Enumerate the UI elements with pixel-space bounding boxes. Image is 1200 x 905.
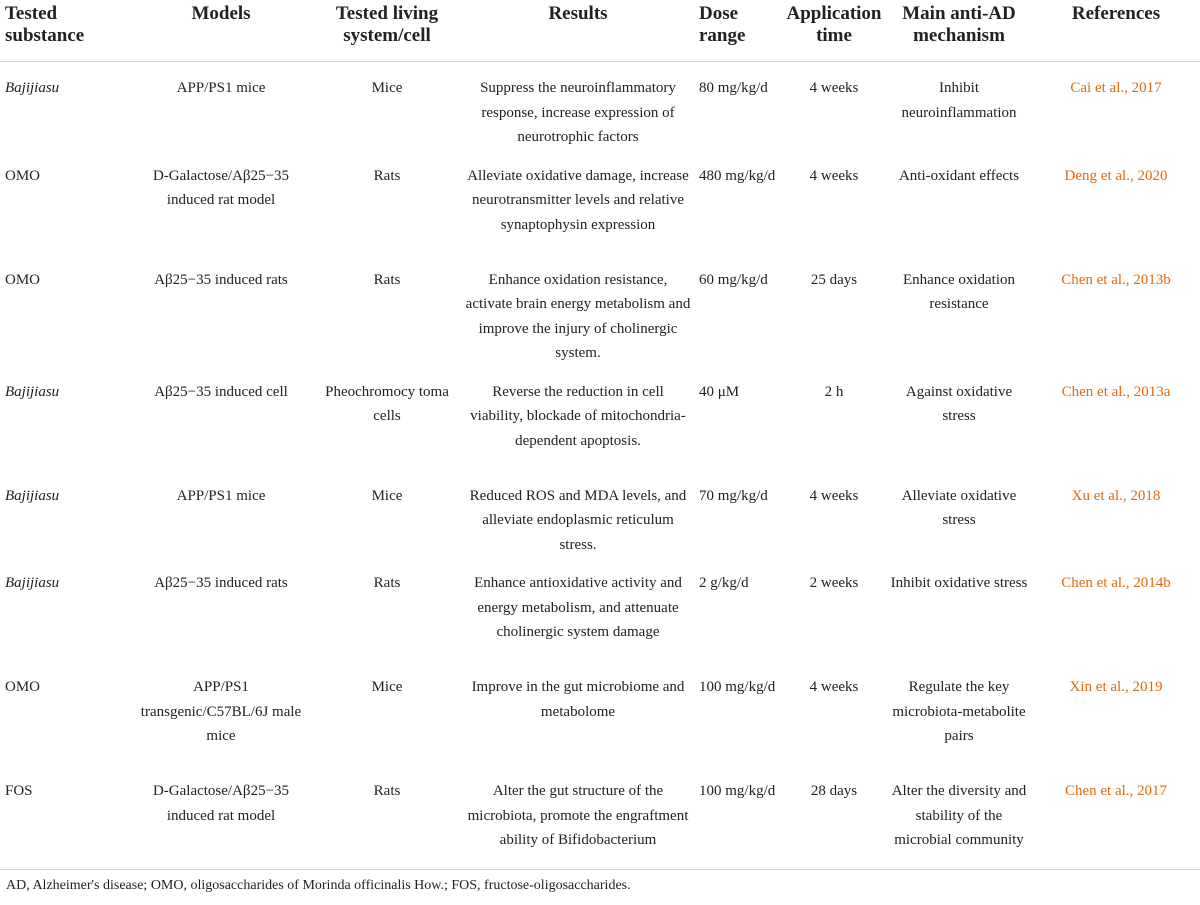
cell-dose-range-text: 70 mg/kg/d	[699, 487, 768, 504]
cell-dose-range	[696, 62, 782, 150]
cell-living-system	[314, 765, 460, 869]
cell-dose-range	[696, 366, 782, 470]
cell-model-text: APP/PS1 transgenic/C57BL/6J male mice	[140, 679, 302, 744]
cell-results-text: Improve in the gut microbiome and metabolome	[471, 679, 685, 720]
cell-living-system	[314, 661, 460, 765]
cell-results-text: Alleviate oxidative damage, increase neurotransmitter levels and relative synaptophysin expression	[467, 167, 689, 233]
cell-application-time	[782, 150, 886, 254]
cell-results-text: Reduced ROS and MDA levels, and alleviate endoplasmic reticulum stress.	[469, 487, 687, 553]
cell-tested-substance	[0, 557, 128, 661]
header-tested-substance: Tested substance	[5, 3, 85, 46]
table-row	[0, 557, 1200, 661]
cell-dose-range	[696, 765, 782, 869]
cell-mechanism-text: Alleviate oxidative stress	[901, 487, 1017, 528]
cell-model-text: APP/PS1 mice	[176, 487, 266, 504]
cell-results	[460, 765, 696, 869]
cell-dose-range-text: 100 mg/kg/d	[699, 783, 776, 799]
cell-mechanism-text: Regulate the key microbiota-metabolite pairs	[892, 679, 1026, 744]
cell-results	[460, 62, 696, 150]
reference-author-link[interactable]: Chen et al.,	[1061, 271, 1130, 288]
header-models: Models	[191, 3, 251, 24]
cell-tested-substance	[0, 254, 128, 366]
cell-application-time-text: 4 weeks	[809, 80, 859, 96]
cell-living-system-text: Mice	[371, 679, 403, 695]
cell-application-time	[782, 557, 886, 661]
cell-model	[128, 62, 314, 150]
cell-results-text: Suppress the neuroinflammatory response, increase expression of neurotrophic factors	[480, 80, 676, 145]
cell-application-time	[782, 661, 886, 765]
cell-mechanism	[886, 661, 1032, 765]
cell-results	[460, 254, 696, 366]
table-row	[0, 470, 1200, 558]
cell-tested-substance-text: FOS	[5, 783, 33, 799]
cell-tested-substance	[0, 150, 128, 254]
cell-tested-substance	[0, 765, 128, 869]
cell-living-system	[314, 470, 460, 558]
cell-application-time-text: 25 days	[810, 271, 858, 288]
cell-mechanism-text: Against oxidative stress	[905, 383, 1013, 424]
cell-results	[460, 366, 696, 470]
cell-living-system-text: Pheochromocy toma cells	[325, 383, 449, 424]
reference-year-link[interactable]: 2014b	[1133, 575, 1171, 591]
reference-year-link[interactable]: 2013b	[1133, 271, 1171, 288]
cell-living-system-text: Rats	[373, 783, 401, 799]
cell-tested-substance-text: OMO	[5, 679, 41, 695]
cell-application-time	[782, 366, 886, 470]
cell-living-system	[314, 254, 460, 366]
table-body	[0, 62, 1200, 870]
cell-tested-substance-text: Bajijiasu	[5, 575, 60, 591]
reference-author-link[interactable]: Xu et al.,	[1071, 487, 1127, 504]
reference-year-link[interactable]: 2020	[1137, 167, 1168, 184]
cell-application-time	[782, 254, 886, 366]
cell-results-text: Enhance antioxidative activity and energy metabolism, and attenuate cholinergic system damage	[474, 575, 682, 640]
cell-reference[interactable]	[1032, 150, 1200, 254]
cell-dose-range-text: 40 μM	[699, 383, 740, 400]
cell-application-time	[782, 765, 886, 869]
cell-tested-substance-text: Bajijiasu	[5, 487, 60, 504]
cell-application-time-text: 28 days	[810, 783, 858, 799]
cell-reference[interactable]	[1032, 557, 1200, 661]
reference-year-link[interactable]: 2019	[1132, 679, 1163, 695]
cell-model	[128, 150, 314, 254]
cell-dose-range	[696, 254, 782, 366]
cell-mechanism-text: Inhibit neuroinflammation	[901, 80, 1017, 121]
cell-tested-substance	[0, 62, 128, 150]
cell-mechanism	[886, 62, 1032, 150]
cell-reference[interactable]	[1032, 765, 1200, 869]
cell-tested-substance	[0, 470, 128, 558]
cell-dose-range-text: 100 mg/kg/d	[699, 679, 776, 695]
table-row	[0, 62, 1200, 150]
cell-model-text: D-Galactose/Aβ25−35 induced rat model	[152, 783, 290, 824]
cell-dose-range	[696, 661, 782, 765]
table-row	[0, 366, 1200, 470]
cell-living-system	[314, 62, 460, 150]
cell-mechanism	[886, 366, 1032, 470]
cell-application-time-text: 2 weeks	[809, 575, 859, 591]
cell-model	[128, 254, 314, 366]
reference-year-link[interactable]: 2017	[1131, 80, 1162, 96]
cell-mechanism	[886, 470, 1032, 558]
cell-living-system	[314, 150, 460, 254]
cell-reference[interactable]	[1032, 254, 1200, 366]
cell-mechanism	[886, 557, 1032, 661]
cell-dose-range-text: 80 mg/kg/d	[699, 80, 768, 96]
cell-dose-range-text: 2 g/kg/d	[699, 575, 749, 591]
cell-reference[interactable]	[1032, 366, 1200, 470]
header-references: References	[1071, 3, 1161, 24]
cell-model-text: Aβ25−35 induced rats	[154, 575, 288, 591]
reference-author-link[interactable]: Xin et al.,	[1069, 679, 1129, 695]
reference-year-link[interactable]: 2018	[1130, 487, 1161, 504]
cell-tested-substance	[0, 366, 128, 470]
header-dose-range: Dose range	[699, 3, 746, 46]
cell-application-time-text: 2 h	[824, 383, 844, 400]
header-mechanism: Main anti-AD mechanism	[902, 3, 1016, 46]
cell-application-time-text: 4 weeks	[809, 487, 859, 504]
cell-living-system-text: Rats	[373, 271, 401, 288]
reference-year-link[interactable]: 2017	[1137, 783, 1168, 799]
cell-model	[128, 470, 314, 558]
cell-results	[460, 150, 696, 254]
table-row	[0, 661, 1200, 765]
cell-model-text: APP/PS1 mice	[176, 80, 266, 96]
cell-results-text: Alter the gut structure of the microbiota, promote the engraftment ability of Bifidobacterium	[467, 783, 689, 848]
cell-living-system	[314, 366, 460, 470]
cell-reference[interactable]	[1032, 62, 1200, 150]
cell-results-text: Enhance oxidation resistance, activate brain energy metabolism and improve the injury of cholinergic system.	[465, 271, 691, 361]
cell-application-time-text: 4 weeks	[809, 679, 859, 695]
cell-model	[128, 765, 314, 869]
cell-mechanism-text: Alter the diversity and stability of the microbial community	[891, 783, 1027, 848]
cell-model	[128, 557, 314, 661]
cell-reference[interactable]	[1032, 661, 1200, 765]
reference-author-link[interactable]: Chen et al.,	[1064, 783, 1134, 799]
cell-mechanism-text: Enhance oxidation resistance	[902, 271, 1016, 312]
cell-living-system-text: Mice	[371, 487, 403, 504]
cell-model	[128, 661, 314, 765]
cell-living-system	[314, 557, 460, 661]
cell-living-system-text: Rats	[373, 167, 401, 184]
reference-year-link[interactable]: 2013a	[1133, 383, 1171, 400]
table-row	[0, 765, 1200, 869]
cell-reference[interactable]	[1032, 470, 1200, 558]
cell-tested-substance-text: Bajijiasu	[5, 383, 60, 400]
table-row	[0, 254, 1200, 366]
cell-model	[128, 366, 314, 470]
cell-mechanism-text: Anti-oxidant effects	[898, 167, 1020, 184]
cell-mechanism	[886, 254, 1032, 366]
reference-author-link[interactable]: Chen et al.,	[1061, 575, 1130, 591]
cell-application-time	[782, 62, 886, 150]
cell-dose-range	[696, 150, 782, 254]
cell-application-time-text: 4 weeks	[809, 167, 859, 184]
cell-living-system-text: Mice	[371, 80, 403, 96]
cell-tested-substance	[0, 661, 128, 765]
header-application-time: Application time	[786, 3, 882, 46]
cell-results-text: Reverse the reduction in cell viability, blockade of mitochondria-dependent apoptosis.	[470, 383, 686, 449]
cell-application-time	[782, 470, 886, 558]
header-tested-living-system: Tested living system/cell	[335, 3, 439, 46]
reference-author-link[interactable]: Cai et al.,	[1070, 80, 1128, 96]
header-results: Results	[548, 3, 608, 24]
cell-dose-range	[696, 557, 782, 661]
cell-mechanism	[886, 150, 1032, 254]
cell-living-system-text: Rats	[373, 575, 401, 591]
cell-dose-range-text: 60 mg/kg/d	[699, 271, 768, 288]
cell-mechanism	[886, 765, 1032, 869]
cell-model-text: D-Galactose/Aβ25−35 induced rat model	[152, 167, 290, 208]
cell-dose-range	[696, 470, 782, 558]
reference-author-link[interactable]: Deng et al.,	[1064, 167, 1134, 184]
footer-rule	[0, 869, 1200, 870]
reference-author-link[interactable]: Chen et al.,	[1061, 383, 1130, 400]
cell-mechanism-text: Inhibit oxidative stress	[890, 575, 1028, 591]
cell-dose-range-text: 480 mg/kg/d	[699, 167, 776, 184]
cell-tested-substance-text: OMO	[5, 167, 41, 184]
table-row	[0, 150, 1200, 254]
cell-tested-substance-text: Bajijiasu	[5, 80, 60, 96]
cell-model-text: Aβ25−35 induced rats	[154, 271, 288, 288]
cell-model-text: Aβ25−35 induced cell	[154, 383, 288, 400]
cell-results	[460, 661, 696, 765]
cell-tested-substance-text: OMO	[5, 271, 41, 288]
cell-results	[460, 470, 696, 558]
table-header-row	[0, 0, 1200, 62]
cell-results	[460, 557, 696, 661]
table-footnote: AD, Alzheimer's disease; OMO, oligosaccharides of Morinda officinalis How.; FOS, fructose-oligosaccharides.	[6, 878, 631, 893]
